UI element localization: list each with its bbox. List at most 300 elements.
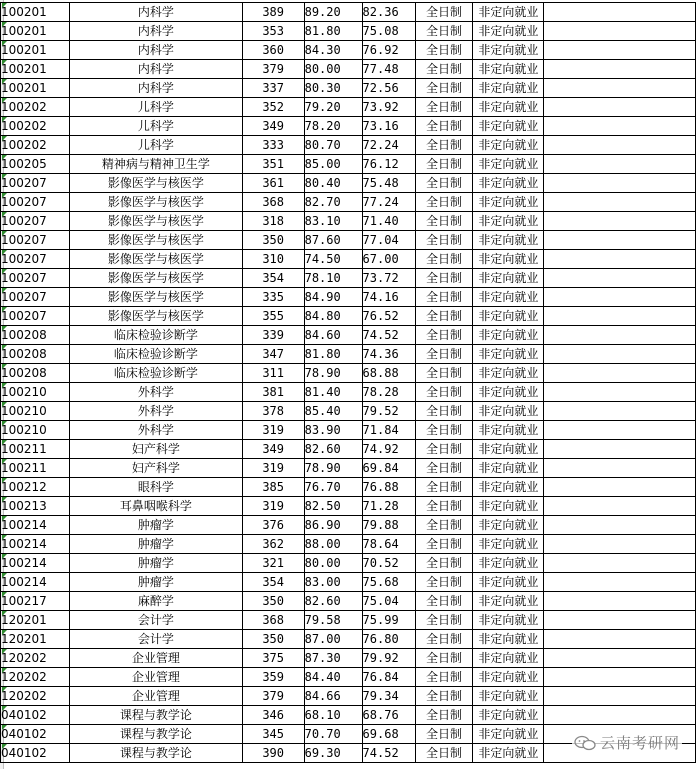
major-name-cell[interactable]: 企业管理 <box>69 668 242 687</box>
major-name-cell[interactable]: 内科学 <box>69 60 242 79</box>
total-score-cell[interactable]: 77.24 <box>362 193 415 212</box>
exam-score-cell[interactable]: 355 <box>242 307 304 326</box>
empty-cell[interactable] <box>544 573 696 592</box>
interview-score-cell[interactable]: 80.00 <box>304 554 362 573</box>
interview-score-cell[interactable]: 84.90 <box>304 288 362 307</box>
exam-score-cell[interactable]: 360 <box>242 41 304 60</box>
major-code-cell[interactable]: 100207 <box>1 307 70 326</box>
plan-type-cell[interactable]: 非定向就业 <box>473 269 544 288</box>
total-score-cell[interactable]: 67.00 <box>362 250 415 269</box>
empty-cell[interactable] <box>544 155 696 174</box>
study-mode-cell[interactable]: 全日制 <box>415 364 473 383</box>
major-name-cell[interactable]: 会计学 <box>69 611 242 630</box>
major-name-cell[interactable]: 临床检验诊断学 <box>69 326 242 345</box>
exam-score-cell[interactable]: 346 <box>242 706 304 725</box>
major-code-cell[interactable]: 100201 <box>1 3 70 22</box>
plan-type-cell[interactable]: 非定向就业 <box>473 402 544 421</box>
exam-score-cell[interactable]: 345 <box>242 725 304 744</box>
major-code-cell[interactable]: 100210 <box>1 383 70 402</box>
interview-score-cell[interactable]: 84.60 <box>304 326 362 345</box>
exam-score-cell[interactable]: 350 <box>242 231 304 250</box>
study-mode-cell[interactable]: 全日制 <box>415 117 473 136</box>
empty-cell[interactable] <box>544 174 696 193</box>
major-name-cell[interactable]: 企业管理 <box>69 649 242 668</box>
empty-cell[interactable] <box>544 212 696 231</box>
study-mode-cell[interactable]: 全日制 <box>415 668 473 687</box>
total-score-cell[interactable]: 76.52 <box>362 307 415 326</box>
plan-type-cell[interactable]: 非定向就业 <box>473 535 544 554</box>
total-score-cell[interactable]: 79.92 <box>362 649 415 668</box>
major-code-cell[interactable]: 100210 <box>1 402 70 421</box>
major-name-cell[interactable]: 内科学 <box>69 79 242 98</box>
interview-score-cell[interactable]: 82.60 <box>304 440 362 459</box>
major-name-cell[interactable]: 课程与教学论 <box>69 744 242 763</box>
interview-score-cell[interactable]: 84.30 <box>304 41 362 60</box>
major-code-cell[interactable]: 100207 <box>1 288 70 307</box>
interview-score-cell[interactable]: 69.30 <box>304 744 362 763</box>
major-code-cell[interactable]: 100207 <box>1 269 70 288</box>
study-mode-cell[interactable]: 全日制 <box>415 155 473 174</box>
study-mode-cell[interactable]: 全日制 <box>415 174 473 193</box>
major-code-cell[interactable]: 100202 <box>1 117 70 136</box>
study-mode-cell[interactable]: 全日制 <box>415 41 473 60</box>
empty-cell[interactable] <box>544 383 696 402</box>
major-code-cell[interactable]: 100201 <box>1 79 70 98</box>
interview-score-cell[interactable]: 83.90 <box>304 421 362 440</box>
major-name-cell[interactable]: 妇产科学 <box>69 440 242 459</box>
exam-score-cell[interactable]: 378 <box>242 402 304 421</box>
major-name-cell[interactable]: 内科学 <box>69 3 242 22</box>
interview-score-cell[interactable]: 88.00 <box>304 535 362 554</box>
exam-score-cell[interactable]: 347 <box>242 345 304 364</box>
study-mode-cell[interactable]: 全日制 <box>415 3 473 22</box>
study-mode-cell[interactable]: 全日制 <box>415 592 473 611</box>
interview-score-cell[interactable]: 82.70 <box>304 193 362 212</box>
empty-cell[interactable] <box>544 193 696 212</box>
major-code-cell[interactable]: 100201 <box>1 22 70 41</box>
interview-score-cell[interactable]: 68.10 <box>304 706 362 725</box>
major-name-cell[interactable]: 课程与教学论 <box>69 706 242 725</box>
total-score-cell[interactable]: 76.92 <box>362 41 415 60</box>
interview-score-cell[interactable]: 80.70 <box>304 136 362 155</box>
major-code-cell[interactable]: 100207 <box>1 250 70 269</box>
major-name-cell[interactable]: 会计学 <box>69 630 242 649</box>
major-name-cell[interactable]: 临床检验诊断学 <box>69 364 242 383</box>
exam-score-cell[interactable]: 333 <box>242 136 304 155</box>
exam-score-cell[interactable]: 349 <box>242 440 304 459</box>
total-score-cell[interactable]: 74.52 <box>362 744 415 763</box>
exam-score-cell[interactable]: 359 <box>242 668 304 687</box>
major-code-cell[interactable]: 100201 <box>1 41 70 60</box>
total-score-cell[interactable]: 75.68 <box>362 573 415 592</box>
exam-score-cell[interactable]: 354 <box>242 573 304 592</box>
study-mode-cell[interactable]: 全日制 <box>415 212 473 231</box>
interview-score-cell[interactable]: 81.80 <box>304 22 362 41</box>
interview-score-cell[interactable]: 82.50 <box>304 497 362 516</box>
major-code-cell[interactable]: 100214 <box>1 535 70 554</box>
major-name-cell[interactable]: 肿瘤学 <box>69 554 242 573</box>
major-code-cell[interactable]: 100207 <box>1 193 70 212</box>
major-code-cell[interactable]: 120202 <box>1 687 70 706</box>
interview-score-cell[interactable]: 80.00 <box>304 60 362 79</box>
major-code-cell[interactable]: 100202 <box>1 136 70 155</box>
total-score-cell[interactable]: 68.76 <box>362 706 415 725</box>
interview-score-cell[interactable]: 87.60 <box>304 231 362 250</box>
total-score-cell[interactable]: 75.48 <box>362 174 415 193</box>
interview-score-cell[interactable]: 83.10 <box>304 212 362 231</box>
empty-cell[interactable] <box>544 668 696 687</box>
major-code-cell[interactable]: 100208 <box>1 345 70 364</box>
exam-score-cell[interactable]: 339 <box>242 326 304 345</box>
empty-cell[interactable] <box>544 250 696 269</box>
study-mode-cell[interactable]: 全日制 <box>415 136 473 155</box>
major-name-cell[interactable]: 内科学 <box>69 22 242 41</box>
major-code-cell[interactable]: 040102 <box>1 725 70 744</box>
plan-type-cell[interactable]: 非定向就业 <box>473 345 544 364</box>
major-name-cell[interactable]: 外科学 <box>69 383 242 402</box>
total-score-cell[interactable]: 74.52 <box>362 326 415 345</box>
interview-score-cell[interactable]: 78.90 <box>304 459 362 478</box>
study-mode-cell[interactable]: 全日制 <box>415 478 473 497</box>
empty-cell[interactable] <box>544 41 696 60</box>
empty-cell[interactable] <box>544 307 696 326</box>
empty-cell[interactable] <box>544 554 696 573</box>
exam-score-cell[interactable]: 318 <box>242 212 304 231</box>
plan-type-cell[interactable]: 非定向就业 <box>473 3 544 22</box>
empty-cell[interactable] <box>544 364 696 383</box>
exam-score-cell[interactable]: 319 <box>242 497 304 516</box>
plan-type-cell[interactable]: 非定向就业 <box>473 497 544 516</box>
total-score-cell[interactable]: 73.72 <box>362 269 415 288</box>
interview-score-cell[interactable]: 83.00 <box>304 573 362 592</box>
interview-score-cell[interactable]: 78.90 <box>304 364 362 383</box>
study-mode-cell[interactable]: 全日制 <box>415 554 473 573</box>
major-code-cell[interactable]: 100214 <box>1 516 70 535</box>
study-mode-cell[interactable]: 全日制 <box>415 345 473 364</box>
empty-cell[interactable] <box>544 60 696 79</box>
study-mode-cell[interactable]: 全日制 <box>415 421 473 440</box>
study-mode-cell[interactable]: 全日制 <box>415 649 473 668</box>
interview-score-cell[interactable]: 85.40 <box>304 402 362 421</box>
study-mode-cell[interactable]: 全日制 <box>415 402 473 421</box>
major-name-cell[interactable]: 影像医学与核医学 <box>69 193 242 212</box>
major-code-cell[interactable]: 100201 <box>1 60 70 79</box>
study-mode-cell[interactable]: 全日制 <box>415 22 473 41</box>
plan-type-cell[interactable]: 非定向就业 <box>473 649 544 668</box>
plan-type-cell[interactable]: 非定向就业 <box>473 193 544 212</box>
plan-type-cell[interactable]: 非定向就业 <box>473 250 544 269</box>
major-name-cell[interactable]: 影像医学与核医学 <box>69 288 242 307</box>
total-score-cell[interactable]: 74.92 <box>362 440 415 459</box>
plan-type-cell[interactable]: 非定向就业 <box>473 307 544 326</box>
empty-cell[interactable] <box>544 117 696 136</box>
interview-score-cell[interactable]: 84.66 <box>304 687 362 706</box>
empty-cell[interactable] <box>544 459 696 478</box>
plan-type-cell[interactable]: 非定向就业 <box>473 155 544 174</box>
interview-score-cell[interactable]: 84.80 <box>304 307 362 326</box>
total-score-cell[interactable]: 71.84 <box>362 421 415 440</box>
major-code-cell[interactable]: 100211 <box>1 459 70 478</box>
study-mode-cell[interactable]: 全日制 <box>415 250 473 269</box>
major-name-cell[interactable]: 影像医学与核医学 <box>69 231 242 250</box>
major-code-cell[interactable]: 100207 <box>1 212 70 231</box>
empty-cell[interactable] <box>544 98 696 117</box>
study-mode-cell[interactable]: 全日制 <box>415 687 473 706</box>
exam-score-cell[interactable]: 352 <box>242 98 304 117</box>
total-score-cell[interactable]: 70.52 <box>362 554 415 573</box>
major-code-cell[interactable]: 100207 <box>1 231 70 250</box>
total-score-cell[interactable]: 76.12 <box>362 155 415 174</box>
plan-type-cell[interactable]: 非定向就业 <box>473 744 544 763</box>
major-name-cell[interactable]: 外科学 <box>69 421 242 440</box>
total-score-cell[interactable]: 77.04 <box>362 231 415 250</box>
exam-score-cell[interactable]: 385 <box>242 478 304 497</box>
interview-score-cell[interactable]: 80.40 <box>304 174 362 193</box>
total-score-cell[interactable]: 69.84 <box>362 459 415 478</box>
total-score-cell[interactable]: 75.04 <box>362 592 415 611</box>
interview-score-cell[interactable]: 80.30 <box>304 79 362 98</box>
interview-score-cell[interactable]: 82.60 <box>304 592 362 611</box>
study-mode-cell[interactable]: 全日制 <box>415 535 473 554</box>
empty-cell[interactable] <box>544 345 696 364</box>
total-score-cell[interactable]: 75.08 <box>362 22 415 41</box>
plan-type-cell[interactable]: 非定向就业 <box>473 421 544 440</box>
major-code-cell[interactable]: 100214 <box>1 573 70 592</box>
empty-cell[interactable] <box>544 440 696 459</box>
plan-type-cell[interactable]: 非定向就业 <box>473 668 544 687</box>
study-mode-cell[interactable]: 全日制 <box>415 326 473 345</box>
interview-score-cell[interactable]: 87.00 <box>304 630 362 649</box>
major-name-cell[interactable]: 儿科学 <box>69 98 242 117</box>
major-code-cell[interactable]: 120201 <box>1 630 70 649</box>
empty-cell[interactable] <box>544 687 696 706</box>
plan-type-cell[interactable]: 非定向就业 <box>473 478 544 497</box>
major-code-cell[interactable]: 100210 <box>1 421 70 440</box>
total-score-cell[interactable]: 79.88 <box>362 516 415 535</box>
interview-score-cell[interactable]: 76.70 <box>304 478 362 497</box>
exam-score-cell[interactable]: 381 <box>242 383 304 402</box>
study-mode-cell[interactable]: 全日制 <box>415 288 473 307</box>
empty-cell[interactable] <box>544 649 696 668</box>
empty-cell[interactable] <box>544 288 696 307</box>
exam-score-cell[interactable]: 389 <box>242 3 304 22</box>
plan-type-cell[interactable]: 非定向就业 <box>473 364 544 383</box>
empty-cell[interactable] <box>544 3 696 22</box>
empty-cell[interactable] <box>544 231 696 250</box>
total-score-cell[interactable]: 71.28 <box>362 497 415 516</box>
interview-score-cell[interactable]: 78.20 <box>304 117 362 136</box>
study-mode-cell[interactable]: 全日制 <box>415 193 473 212</box>
major-name-cell[interactable]: 精神病与精神卫生学 <box>69 155 242 174</box>
exam-score-cell[interactable]: 379 <box>242 687 304 706</box>
total-score-cell[interactable]: 69.68 <box>362 725 415 744</box>
exam-score-cell[interactable]: 319 <box>242 459 304 478</box>
interview-score-cell[interactable]: 79.20 <box>304 98 362 117</box>
major-name-cell[interactable]: 麻醉学 <box>69 592 242 611</box>
empty-cell[interactable] <box>544 592 696 611</box>
interview-score-cell[interactable]: 84.40 <box>304 668 362 687</box>
exam-score-cell[interactable]: 368 <box>242 611 304 630</box>
major-code-cell[interactable]: 100213 <box>1 497 70 516</box>
exam-score-cell[interactable]: 319 <box>242 421 304 440</box>
plan-type-cell[interactable]: 非定向就业 <box>473 725 544 744</box>
total-score-cell[interactable]: 76.88 <box>362 478 415 497</box>
empty-cell[interactable] <box>544 611 696 630</box>
major-code-cell[interactable]: 040102 <box>1 744 70 763</box>
plan-type-cell[interactable]: 非定向就业 <box>473 383 544 402</box>
exam-score-cell[interactable]: 390 <box>242 744 304 763</box>
major-code-cell[interactable]: 040102 <box>1 706 70 725</box>
study-mode-cell[interactable]: 全日制 <box>415 383 473 402</box>
study-mode-cell[interactable]: 全日制 <box>415 706 473 725</box>
major-name-cell[interactable]: 影像医学与核医学 <box>69 212 242 231</box>
empty-cell[interactable] <box>544 706 696 725</box>
study-mode-cell[interactable]: 全日制 <box>415 440 473 459</box>
total-score-cell[interactable]: 68.88 <box>362 364 415 383</box>
major-name-cell[interactable]: 眼科学 <box>69 478 242 497</box>
major-name-cell[interactable]: 内科学 <box>69 41 242 60</box>
study-mode-cell[interactable]: 全日制 <box>415 573 473 592</box>
exam-score-cell[interactable]: 368 <box>242 193 304 212</box>
exam-score-cell[interactable]: 351 <box>242 155 304 174</box>
total-score-cell[interactable]: 74.16 <box>362 288 415 307</box>
exam-score-cell[interactable]: 311 <box>242 364 304 383</box>
plan-type-cell[interactable]: 非定向就业 <box>473 687 544 706</box>
exam-score-cell[interactable]: 335 <box>242 288 304 307</box>
plan-type-cell[interactable]: 非定向就业 <box>473 136 544 155</box>
exam-score-cell[interactable]: 349 <box>242 117 304 136</box>
exam-score-cell[interactable]: 310 <box>242 250 304 269</box>
plan-type-cell[interactable]: 非定向就业 <box>473 592 544 611</box>
major-name-cell[interactable]: 儿科学 <box>69 117 242 136</box>
empty-cell[interactable] <box>544 79 696 98</box>
empty-cell[interactable] <box>544 516 696 535</box>
plan-type-cell[interactable]: 非定向就业 <box>473 573 544 592</box>
interview-score-cell[interactable]: 87.30 <box>304 649 362 668</box>
exam-score-cell[interactable]: 337 <box>242 79 304 98</box>
total-score-cell[interactable]: 78.28 <box>362 383 415 402</box>
exam-score-cell[interactable]: 321 <box>242 554 304 573</box>
plan-type-cell[interactable]: 非定向就业 <box>473 326 544 345</box>
study-mode-cell[interactable]: 全日制 <box>415 307 473 326</box>
plan-type-cell[interactable]: 非定向就业 <box>473 459 544 478</box>
empty-cell[interactable] <box>544 497 696 516</box>
plan-type-cell[interactable]: 非定向就业 <box>473 554 544 573</box>
major-name-cell[interactable]: 肿瘤学 <box>69 516 242 535</box>
plan-type-cell[interactable]: 非定向就业 <box>473 98 544 117</box>
study-mode-cell[interactable]: 全日制 <box>415 630 473 649</box>
total-score-cell[interactable]: 73.16 <box>362 117 415 136</box>
plan-type-cell[interactable]: 非定向就业 <box>473 22 544 41</box>
empty-cell[interactable] <box>544 269 696 288</box>
major-code-cell[interactable]: 100202 <box>1 98 70 117</box>
study-mode-cell[interactable]: 全日制 <box>415 79 473 98</box>
total-score-cell[interactable]: 74.36 <box>362 345 415 364</box>
interview-score-cell[interactable]: 89.20 <box>304 3 362 22</box>
major-code-cell[interactable]: 100205 <box>1 155 70 174</box>
total-score-cell[interactable]: 79.52 <box>362 402 415 421</box>
empty-cell[interactable] <box>544 136 696 155</box>
plan-type-cell[interactable]: 非定向就业 <box>473 79 544 98</box>
study-mode-cell[interactable]: 全日制 <box>415 231 473 250</box>
total-score-cell[interactable]: 73.92 <box>362 98 415 117</box>
major-name-cell[interactable]: 肿瘤学 <box>69 573 242 592</box>
exam-score-cell[interactable]: 354 <box>242 269 304 288</box>
major-name-cell[interactable]: 课程与教学论 <box>69 725 242 744</box>
empty-cell[interactable] <box>544 535 696 554</box>
major-code-cell[interactable]: 100211 <box>1 440 70 459</box>
major-code-cell[interactable]: 100217 <box>1 592 70 611</box>
interview-score-cell[interactable]: 85.00 <box>304 155 362 174</box>
total-score-cell[interactable]: 71.40 <box>362 212 415 231</box>
exam-score-cell[interactable]: 379 <box>242 60 304 79</box>
interview-score-cell[interactable]: 70.70 <box>304 725 362 744</box>
plan-type-cell[interactable]: 非定向就业 <box>473 212 544 231</box>
total-score-cell[interactable]: 79.34 <box>362 687 415 706</box>
study-mode-cell[interactable]: 全日制 <box>415 744 473 763</box>
interview-score-cell[interactable]: 81.40 <box>304 383 362 402</box>
major-code-cell[interactable]: 120202 <box>1 668 70 687</box>
exam-score-cell[interactable]: 376 <box>242 516 304 535</box>
exam-score-cell[interactable]: 350 <box>242 592 304 611</box>
plan-type-cell[interactable]: 非定向就业 <box>473 611 544 630</box>
plan-type-cell[interactable]: 非定向就业 <box>473 630 544 649</box>
plan-type-cell[interactable]: 非定向就业 <box>473 41 544 60</box>
exam-score-cell[interactable]: 362 <box>242 535 304 554</box>
total-score-cell[interactable]: 72.24 <box>362 136 415 155</box>
plan-type-cell[interactable]: 非定向就业 <box>473 288 544 307</box>
interview-score-cell[interactable]: 79.58 <box>304 611 362 630</box>
interview-score-cell[interactable]: 81.80 <box>304 345 362 364</box>
study-mode-cell[interactable]: 全日制 <box>415 60 473 79</box>
plan-type-cell[interactable]: 非定向就业 <box>473 60 544 79</box>
total-score-cell[interactable]: 78.64 <box>362 535 415 554</box>
total-score-cell[interactable]: 76.84 <box>362 668 415 687</box>
major-name-cell[interactable]: 影像医学与核医学 <box>69 307 242 326</box>
interview-score-cell[interactable]: 78.10 <box>304 269 362 288</box>
exam-score-cell[interactable]: 375 <box>242 649 304 668</box>
major-name-cell[interactable]: 儿科学 <box>69 136 242 155</box>
total-score-cell[interactable]: 77.48 <box>362 60 415 79</box>
total-score-cell[interactable]: 82.36 <box>362 3 415 22</box>
plan-type-cell[interactable]: 非定向就业 <box>473 231 544 250</box>
plan-type-cell[interactable]: 非定向就业 <box>473 117 544 136</box>
study-mode-cell[interactable]: 全日制 <box>415 725 473 744</box>
interview-score-cell[interactable]: 86.90 <box>304 516 362 535</box>
major-code-cell[interactable]: 100212 <box>1 478 70 497</box>
major-name-cell[interactable]: 肿瘤学 <box>69 535 242 554</box>
major-code-cell[interactable]: 100207 <box>1 174 70 193</box>
major-name-cell[interactable]: 影像医学与核医学 <box>69 250 242 269</box>
exam-score-cell[interactable]: 350 <box>242 630 304 649</box>
study-mode-cell[interactable]: 全日制 <box>415 516 473 535</box>
plan-type-cell[interactable]: 非定向就业 <box>473 440 544 459</box>
major-code-cell[interactable]: 100214 <box>1 554 70 573</box>
major-name-cell[interactable]: 外科学 <box>69 402 242 421</box>
empty-cell[interactable] <box>544 402 696 421</box>
major-code-cell[interactable]: 120202 <box>1 649 70 668</box>
study-mode-cell[interactable]: 全日制 <box>415 459 473 478</box>
major-name-cell[interactable]: 临床检验诊断学 <box>69 345 242 364</box>
plan-type-cell[interactable]: 非定向就业 <box>473 174 544 193</box>
major-code-cell[interactable]: 120201 <box>1 611 70 630</box>
empty-cell[interactable] <box>544 630 696 649</box>
total-score-cell[interactable]: 72.56 <box>362 79 415 98</box>
study-mode-cell[interactable]: 全日制 <box>415 269 473 288</box>
empty-cell[interactable] <box>544 22 696 41</box>
major-name-cell[interactable]: 企业管理 <box>69 687 242 706</box>
plan-type-cell[interactable]: 非定向就业 <box>473 706 544 725</box>
